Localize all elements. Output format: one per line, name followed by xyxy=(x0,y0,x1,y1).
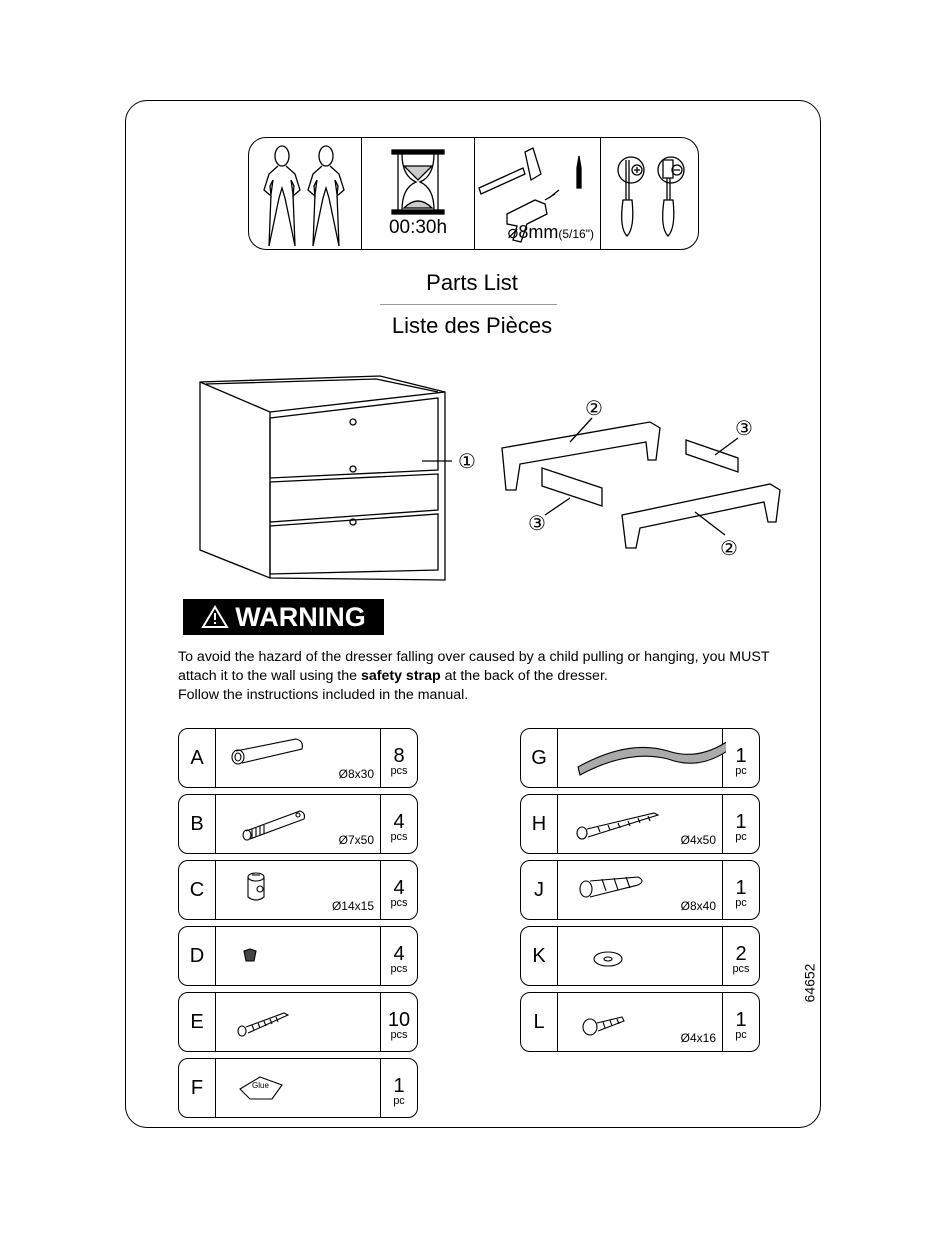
part-illustration xyxy=(558,861,723,919)
part-row-e xyxy=(178,992,418,1052)
part-letter: D xyxy=(179,927,216,985)
hourglass-icon xyxy=(362,138,474,218)
callout-1: ① xyxy=(458,451,476,473)
part-row-k xyxy=(520,926,760,986)
cap-icon xyxy=(216,927,384,985)
part-letter: K xyxy=(521,927,558,985)
side-rail-top xyxy=(502,422,660,490)
part-illustration xyxy=(216,861,381,919)
title-divider xyxy=(380,304,557,305)
document-code: 64652 xyxy=(801,963,818,1003)
dresser-diagram xyxy=(190,370,800,590)
callout-3a: ③ xyxy=(735,418,753,440)
tools-cell: ⌀8mm(5/16") xyxy=(475,138,601,249)
part-quantity xyxy=(723,729,759,787)
part-letter: C xyxy=(179,861,216,919)
strap-icon xyxy=(558,729,726,787)
part-qty-number: 1 xyxy=(735,744,747,767)
part-illustration xyxy=(558,993,723,1051)
part-quantity xyxy=(381,927,417,985)
part-quantity xyxy=(723,993,759,1051)
part-quantity xyxy=(723,927,759,985)
part-qty-unit: pcs xyxy=(390,962,408,975)
part-row-j xyxy=(520,860,760,920)
part-qty-number: 1 xyxy=(393,1074,405,1097)
part-letter: L xyxy=(521,993,558,1051)
warning-text-1: To avoid the hazard of the dresser falling over caused by a child pulling or hanging, you MUST attach it to the wall using the xyxy=(178,649,770,684)
part-quantity xyxy=(381,861,417,919)
part-row-a xyxy=(178,728,418,788)
awl-icon xyxy=(577,156,581,188)
part-row-f xyxy=(178,1058,418,1118)
callout-2a: ② xyxy=(585,398,603,420)
washer-icon xyxy=(558,927,726,985)
part-qty-number: 8 xyxy=(393,744,405,767)
callout-2b: ② xyxy=(720,538,738,560)
screwdrivers-cell xyxy=(601,138,699,249)
part-letter: G xyxy=(521,729,558,787)
part-qty-number: 2 xyxy=(735,942,747,965)
screw-icon xyxy=(216,993,384,1051)
part-letter: A xyxy=(179,729,216,787)
warning-text-3: Follow the instructions included in the manual. xyxy=(178,687,469,703)
part-quantity xyxy=(381,795,417,853)
part-size: Ø4x50 xyxy=(680,833,716,847)
part-size: Ø4x16 xyxy=(680,1031,716,1045)
part-qty-unit: pc xyxy=(735,764,747,777)
part-qty-unit: pc xyxy=(735,830,747,843)
part-illustration xyxy=(216,729,381,787)
part-qty-unit: pcs xyxy=(390,830,408,843)
requirements-bar xyxy=(248,137,699,250)
part-size: Ø7x50 xyxy=(338,833,374,847)
part-illustration xyxy=(216,993,381,1051)
part-quantity xyxy=(381,1059,417,1117)
part-qty-number: 1 xyxy=(735,876,747,899)
part-quantity xyxy=(723,861,759,919)
part-qty-number: 1 xyxy=(735,810,747,833)
flat-screwdriver-icon xyxy=(658,157,684,236)
part-row-l xyxy=(520,992,760,1052)
assembly-time: 00:30h xyxy=(388,217,448,238)
part-illustration xyxy=(558,729,723,787)
part-size: Ø14x15 xyxy=(331,899,374,913)
part-qty-number: 4 xyxy=(393,810,405,833)
part-illustration xyxy=(216,927,381,985)
phillips-screwdriver-icon xyxy=(618,157,644,236)
warning-text xyxy=(178,648,798,705)
part-size: Ø8x40 xyxy=(680,899,716,913)
part-row-d xyxy=(178,926,418,986)
part-row-g xyxy=(520,728,760,788)
safety-strap-emphasis: safety strap xyxy=(360,668,441,684)
glue-icon xyxy=(216,1059,384,1117)
callout-3b: ③ xyxy=(528,513,546,535)
part-size: Ø8x30 xyxy=(338,767,374,781)
part-qty-unit: pcs xyxy=(390,1028,408,1041)
part-qty-number: 1 xyxy=(735,1008,747,1031)
part-qty-unit: pcs xyxy=(390,896,408,909)
drill-bit-size: 8mm xyxy=(518,222,559,242)
part-letter: E xyxy=(179,993,216,1051)
part-qty-unit: pc xyxy=(735,1028,747,1041)
part-row-b xyxy=(178,794,418,854)
part-letter: H xyxy=(521,795,558,853)
part-row-h xyxy=(520,794,760,854)
part-qty-unit: pcs xyxy=(390,764,408,777)
warning-triangle-icon xyxy=(201,605,229,629)
hourglass-icon-cell xyxy=(362,138,475,249)
part-quantity xyxy=(381,729,417,787)
part-qty-unit: pcs xyxy=(732,962,750,975)
warning-label: WARNING xyxy=(235,601,366,632)
part-letter: J xyxy=(521,861,558,919)
hammer-icon xyxy=(479,148,541,194)
part-illustration xyxy=(216,1059,381,1117)
part-quantity xyxy=(723,795,759,853)
drill-bit-inch: 5/16" xyxy=(562,227,590,241)
part-qty-number: 4 xyxy=(393,942,405,965)
part-qty-number: 4 xyxy=(393,876,405,899)
part-illustration xyxy=(558,795,723,853)
part-illustration xyxy=(558,927,723,985)
parts-list-title-fr: Liste des Pièces xyxy=(391,313,553,338)
part-qty-unit: pc xyxy=(735,896,747,909)
svg-text:Glue: Glue xyxy=(252,1081,269,1090)
part-row-c xyxy=(178,860,418,920)
part-qty-unit: pc xyxy=(393,1094,405,1107)
part-quantity xyxy=(381,993,417,1051)
parts-list-title: Parts List xyxy=(426,270,518,295)
warning-text-2: at the back of the dresser. xyxy=(440,668,608,684)
part-qty-number: 10 xyxy=(387,1008,411,1031)
part-letter: F xyxy=(179,1059,216,1117)
warning-badge xyxy=(183,599,384,635)
two-persons-icon xyxy=(249,138,362,249)
part-letter: B xyxy=(179,795,216,853)
part-illustration xyxy=(216,795,381,853)
